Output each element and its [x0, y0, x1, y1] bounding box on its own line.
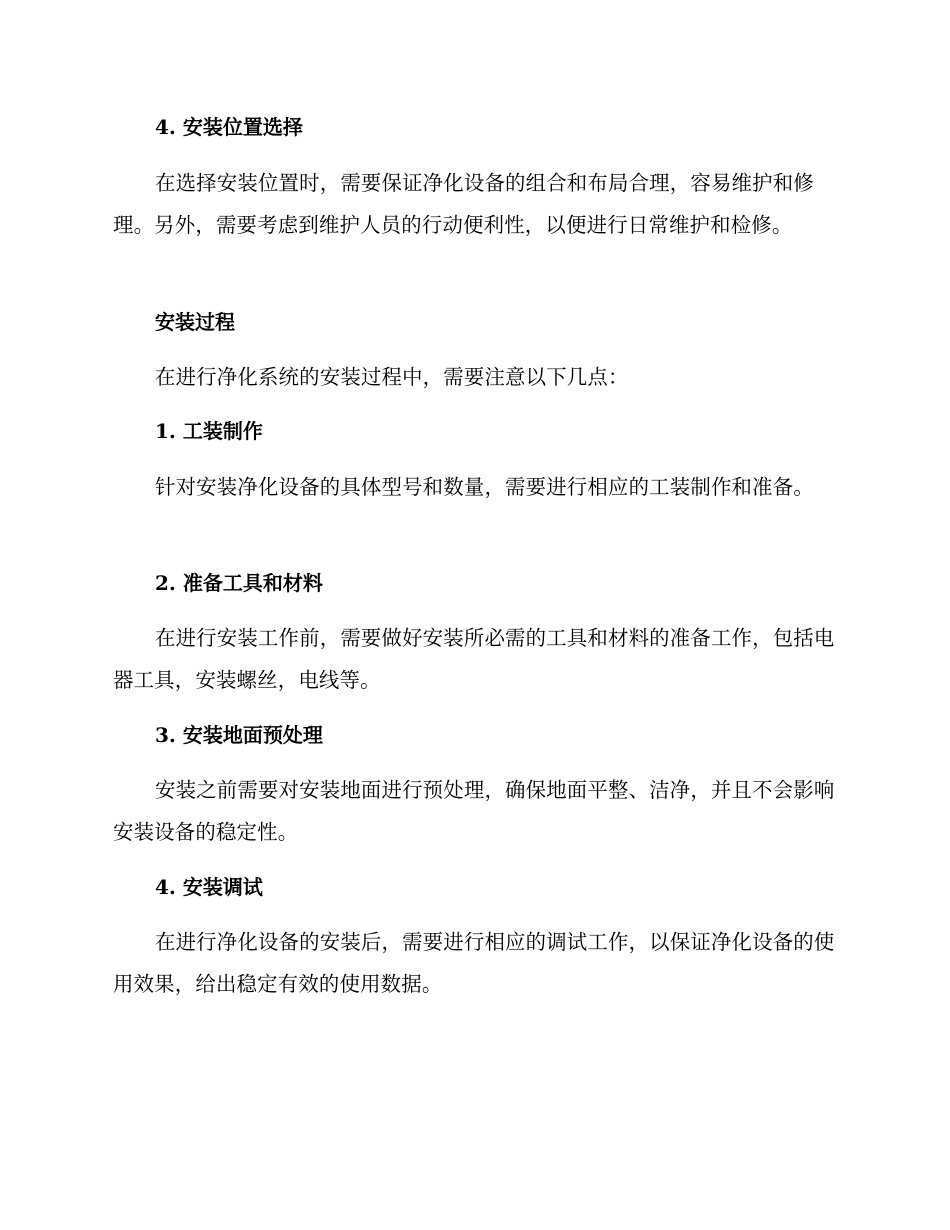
section-heading-commissioning: 4. 安装调试 — [155, 875, 263, 899]
section-paragraph-commissioning: 在进行净化设备的安装后，需要进行相应的调试工作，以保证净化设备的使用效果，给出稳定有效的使用数据。 — [113, 930, 835, 996]
section-heading-tooling: 1. 工装制作 — [155, 419, 263, 443]
section-paragraph-install-process: 在进行净化系统的安装过程中，需要注意以下几点： — [155, 365, 629, 389]
section-paragraph-floor-prep: 安装之前需要对安装地面进行预处理，确保地面平整、洁净，并且不会影响安装设备的稳定性。 — [113, 778, 835, 844]
section-heading-install-location: 4. 安装位置选择 — [155, 115, 303, 139]
section-heading-floor-prep: 3. 安装地面预处理 — [155, 723, 323, 747]
section-heading-tools-materials: 2. 准备工具和材料 — [155, 571, 323, 595]
section-heading-install-process: 安装过程 — [155, 310, 235, 334]
section-paragraph-tooling: 针对安装净化设备的具体型号和数量，需要进行相应的工装制作和准备。 — [155, 475, 814, 499]
section-paragraph-install-location: 在选择安装位置时，需要保证净化设备的组合和布局合理，容易维护和修理。另外，需要考虑到维护人员的行动便利性，以便进行日常维护和检修。 — [113, 171, 814, 237]
section-paragraph-tools-materials: 在进行安装工作前，需要做好安装所必需的工具和材料的准备工作，包括电器工具，安装螺丝，电线等。 — [113, 626, 835, 692]
